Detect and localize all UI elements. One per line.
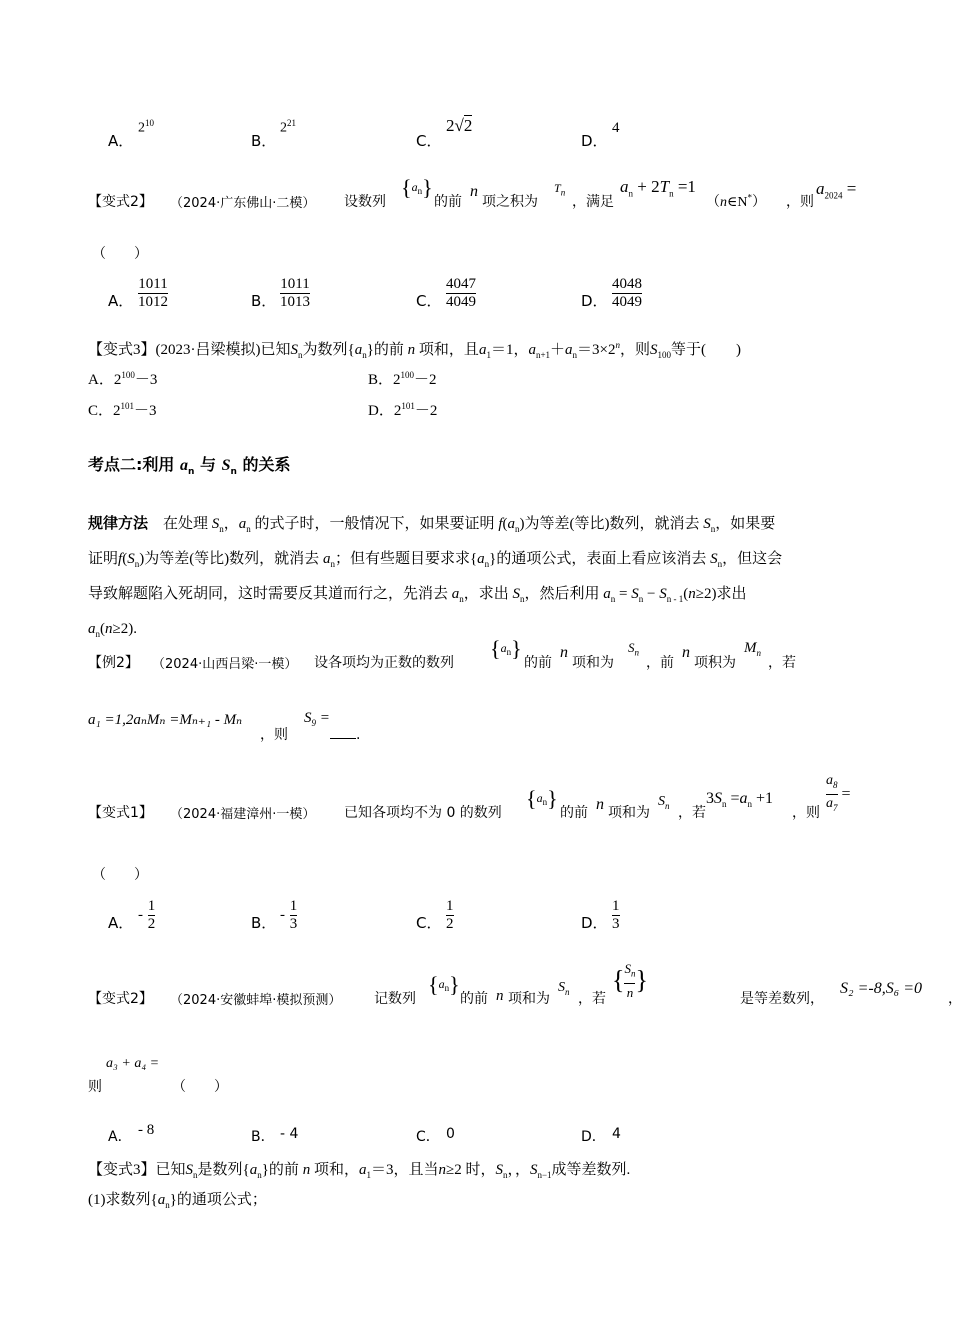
condition-equation: a₁ =1,2aₙMₙ =Mₙ₊₁ - Mₙ bbox=[88, 712, 243, 728]
option-a bbox=[108, 130, 133, 151]
option-a-fraction: - $\frac{1}{2}$ bbox=[138, 898, 156, 932]
variant1b-options: A． - $\frac{1}{2}$ B． - $\frac{1}{3}$ C． $\frac{1}{2}$ D． $\frac{1}{3}$ bbox=[108, 898, 620, 932]
answer-paren: （ ） bbox=[92, 246, 148, 262]
option-label: A． bbox=[108, 132, 134, 150]
option-b: B．$2^{100}-2$ bbox=[368, 370, 437, 388]
variant3-question: 【变式3】(2023·吕梁模拟)已知$S_n$为数列$\{a_n\}$的前 n 项和，且$a_1=1$，$a_{n+1}+a_n=3\times 2^n$，则$S_{100}$等于( ) bbox=[88, 340, 742, 360]
option-c-fraction: $\frac{1}{2}$ bbox=[446, 898, 454, 932]
variant3b-subquestion-1: (1)求数列$\{a_n\}$的通项公式； bbox=[88, 1192, 267, 1210]
variant3b-question: 【变式3】已知$S_n$是数列$\{a_n\}$的前 n 项和，$a_1=3$，且当n≥2 时，$S_n$，，$S_{n-1}$成等差数列. bbox=[88, 1162, 631, 1180]
option-b-fraction: - $\frac{1}{3}$ bbox=[280, 898, 298, 932]
condition-equation: S₂ =-8,S₆ =0 bbox=[840, 980, 923, 997]
option-b: B． bbox=[251, 132, 277, 150]
ratio-fraction: $\frac{a_8}{a_7}$ = bbox=[826, 773, 851, 813]
example2-condition: a₁ =1,2aₙMₙ =Mₙ₊₁ - Mₙ ，则 $S_9$ = . bbox=[88, 710, 361, 743]
sn-over-n: { $\frac{S_n}{n}$ } bbox=[612, 961, 648, 1000]
option-c-value: 2√2 bbox=[446, 116, 473, 135]
section-heading: 考点二:利用 $a_n$ 与 $S_n$ 的关系 bbox=[88, 455, 291, 478]
question-label: 【变式2】 bbox=[88, 194, 153, 210]
condition-equation: $a_n + 2T_n =1$ bbox=[620, 177, 696, 199]
option-a: A．$2^{100}-3$ bbox=[88, 370, 158, 388]
option-b-value: $2^{21}$ bbox=[280, 118, 296, 136]
variant2b-question: 【变式2】 （2024·安徽蚌埠·模拟预测） 记数列 $\{a_n\}$ 的前 n 项和为 $S_n$ ，若 { $\frac{S_n}{n}$ } 是等差数列， S₂ =-8,S₆ =0 ， bbox=[88, 961, 962, 1008]
example2-question: 【例2】 （2024·山西吕梁·一模） 设各项均为正数的数列 $\{a_n\}$ 的前 n 项和为 $S_n$ ，前 n 项积为 $M_n$ ，若 bbox=[88, 636, 796, 672]
question-source: （2024·广东佛山·二模） bbox=[170, 196, 316, 211]
option-c: C．$2^{101}-3$ bbox=[88, 401, 157, 419]
option-c: C． bbox=[416, 132, 442, 150]
option-d-fraction: $\frac{4048}{4049}$ bbox=[612, 276, 642, 310]
option-d-fraction: $\frac{1}{3}$ bbox=[612, 898, 620, 932]
condition-equation: $3S_n =a_n +1$ bbox=[706, 790, 774, 810]
variant2b-options: A． - 8 B． - 4 C． 0 D． 4 bbox=[108, 1122, 621, 1145]
variant3-options bbox=[88, 368, 688, 428]
answer-paren: （ ） bbox=[92, 867, 148, 883]
option-d: D．$2^{101}-2$ bbox=[368, 401, 438, 419]
option-a-value: $2^{10}$ bbox=[138, 118, 154, 136]
option-b-fraction: $\frac{1011}{1013}$ bbox=[280, 276, 310, 310]
option-d-value: 4 bbox=[612, 120, 620, 136]
option-a-fraction: $\frac{1011}{1012}$ bbox=[138, 276, 168, 310]
option-d: D． bbox=[581, 132, 608, 150]
answer-blank[interactable]: . bbox=[330, 724, 360, 743]
seq-an: $\{a_n\}$ bbox=[401, 175, 433, 200]
variant2-question: 【变式2】 （2024·广东佛山·二模） 设数列 $\{a_n\}$ 的前 n 项之积为 $T_n$ ，满足 $a_n + 2T_n =1$ （n∈N*） ，则 $a_{2024}$ = bbox=[88, 175, 857, 211]
method-paragraph: 规律方法 在处理 $S_n$，$a_n$ 的式子时，一般情况下，如果要证明 $f(a_n)$为等差(等比)数列，就消去 $S_n$，如果要 证明$f(S_n)$为等差(等比)数列，就消去 $a_n$；但有些题目要求求$\{a_n\}$的通项公式，表面上看应该消去 $S_n$，但这会 导致解题陷入死胡同，这时需要反其道而行之，先消去 $a_n$，求出 $S_n$，然后利用 $a_n = S_n - S_{n - 1}(n\ge 2)$求出 $a_n(n\ge 2)$. bbox=[88, 514, 783, 639]
option-c-fraction: $\frac{4047}{4049}$ bbox=[446, 276, 476, 310]
variant2-options: A． $\frac{1011}{1012}$ B． $\frac{1011}{1013}$ C． $\frac{4047}{4049}$ D． $\frac{4048}{4049}$ bbox=[108, 276, 642, 310]
answer-paren: （ ） bbox=[172, 1079, 228, 1095]
top-options bbox=[108, 118, 868, 148]
variant1b-question: 【变式1】 （2024·福建漳州·一模） 已知各项均不为 0 的数列 $\{a_n\}$ 的前 n 项和为 $S_n$ ，若 $3S_n =a_n +1$ ，则 $\frac{a_8}{a_7}$ = bbox=[88, 773, 851, 822]
variant2b-ask: 则 a₃ + a₄ = （ ） bbox=[88, 1056, 228, 1095]
